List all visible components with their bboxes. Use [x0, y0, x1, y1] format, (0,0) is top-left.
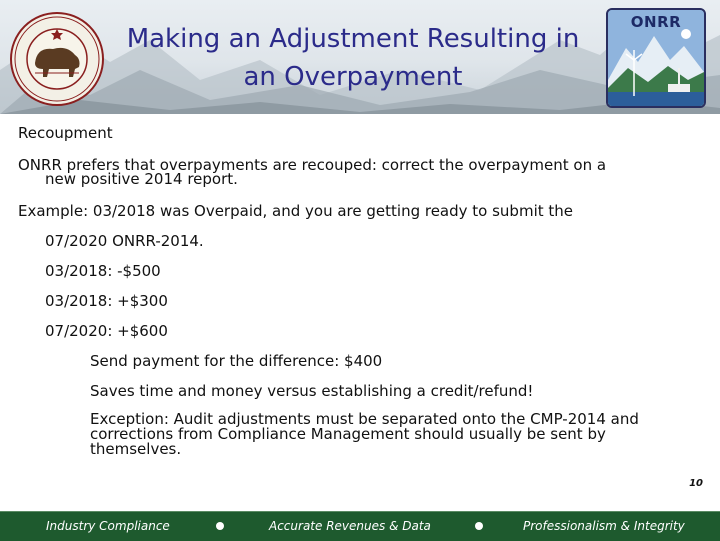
page-number: 10 — [689, 478, 703, 489]
example-line-1: Example: 03/2018 was Overpaid, and you are getting ready to submit the — [18, 202, 573, 220]
footer-bullet-1 — [216, 522, 224, 530]
para1-line-1: ONRR prefers that overpayments are recouped: correct the overpayment on a — [18, 156, 607, 174]
footer-item-industry-compliance: Industry Compliance — [46, 519, 170, 533]
entry-1: 03/2018: -$500 — [45, 262, 161, 280]
onrr-logo-text: ONRR — [630, 13, 682, 31]
para1-line-2: new positive 2014 report. — [45, 170, 238, 188]
footer-bullet-2 — [475, 522, 483, 530]
footer-bar — [0, 511, 720, 541]
entry-3: 07/2020: +$600 — [45, 322, 168, 340]
title-line-2: an Overpayment — [243, 62, 463, 92]
saves-time-text: Saves time and money versus establishing a credit/refund! — [90, 382, 534, 400]
footer-item-professionalism: Professionalism & Integrity — [523, 519, 685, 533]
footer-item-accurate-revenues: Accurate Revenues & Data — [269, 519, 431, 533]
heading-recoupment: Recoupment — [18, 124, 113, 142]
title-line-1: Making an Adjustment Resulting in — [126, 24, 580, 54]
onrr-logo — [606, 8, 706, 108]
exception-text: Exception: Audit adjustments must be separated onto the CMP-2014 and corrections from Compliance Management should usually be sent by themselves. — [90, 410, 639, 458]
send-payment-text: Send payment for the difference: $400 — [90, 352, 383, 370]
doi-seal-logo — [9, 11, 105, 111]
entry-2: 03/2018: +$300 — [45, 292, 168, 310]
slide-title — [118, 20, 588, 96]
slide-header — [0, 0, 720, 114]
example-line-2: 07/2020 ONRR-2014. — [45, 232, 204, 250]
